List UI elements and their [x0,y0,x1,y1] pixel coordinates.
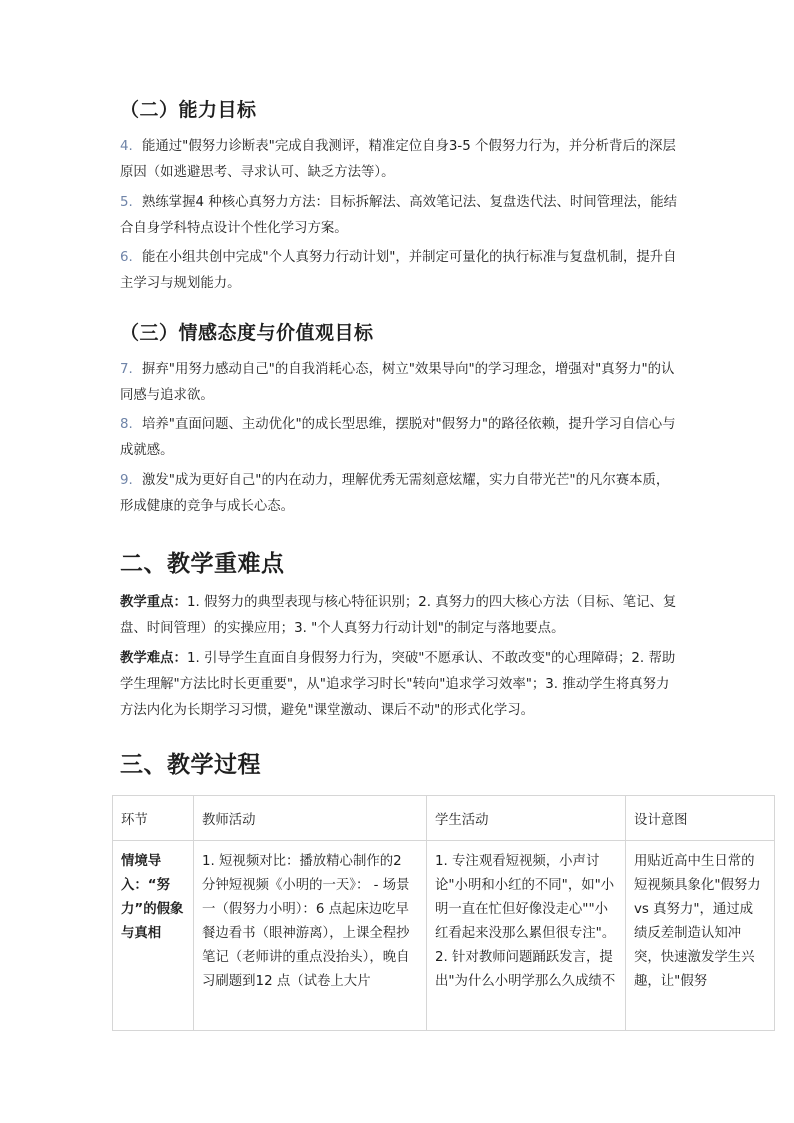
item-text: 能通过"假努力诊断表"完成自我测评，精准定位自身3-5 个假努力行为，并分析背后的深层原因（如逃避思考、寻求认可、缺乏方法等）。 [120,139,676,180]
item-number: 9. [120,473,133,488]
cell-stage [113,841,194,1031]
item-number: 8. [120,417,133,432]
teaching-difficulty [120,646,680,724]
list-item-7 [120,357,680,409]
item-number: 6. [120,250,133,265]
difficulty-text: 1. 引导学生直面自身假努力行为，突破"不愿承认、不敢改变"的心理障碍；2. 帮助学生理解"方法比时长更重要"，从"追求学习时长"转向"追求学习效率"；3. 推动学生将真努力方法内化为长期学习习惯，避免"课堂激动、课后不动"的形式化学习。 [120,651,676,718]
item-number: 4. [120,139,133,154]
list-item-8 [120,412,680,464]
item-text: 能在小组共创中完成"个人真努力行动计划"，并制定可量化的执行标准与复盘机制，提升自主学习与规划能力。 [120,250,677,291]
cell-student [427,841,626,1031]
list-item-9 [120,468,680,520]
list-item-4 [120,134,680,186]
header-stage: 环节 [113,796,194,841]
section-heading-ability: （二）能力目标 [120,99,257,121]
list-item-6 [120,245,680,297]
intent-text: 用贴近高中生日常的短视频具象化"假努力vs 真努力"，通过成绩反差制造认知冲突，快速激发学生兴趣，让"假努 [634,854,761,989]
process-table [112,795,775,1031]
student-text: 1. 专注观看短视频，小声讨论"小明和小红的不同"，如"小明一直在忙但好像没走心""小红看起来没那么累但很专注"。2. 针对教师问题踊跃发言，提出"为什么小明学那么久成绩不 [435,854,616,989]
header-student: 学生活动 [427,796,626,841]
difficulty-label: 教学难点： [120,651,187,666]
list-item-5 [120,190,680,242]
section-heading-emotion: （三）情感态度与价值观目标 [120,322,374,344]
item-number: 7. [120,362,133,377]
focus-label: 教学重点： [120,595,187,610]
teacher-text: 1. 短视频对比：播放精心制作的2 分钟短视频《小明的一天》： - 场景一（假努力小明）：6 点起床边吃早餐边看书（眼神游离），上课全程抄笔记（老师讲的重点没抬头），晚自习刷题到12 点（试卷上大片 [202,854,410,989]
focus-text: 1. 假努力的典型表现与核心特征识别；2. 真努力的四大核心方法（目标、笔记、复盘、时间管理）的实操应用；3. "个人真努力行动计划"的制定与落地要点。 [120,595,677,636]
item-text: 激发"成为更好自己"的内在动力，理解优秀无需刻意炫耀，实力自带光芒"的凡尔赛本质，形成健康的竞争与成长心态。 [120,473,670,514]
section-heading-keypoints: 二、教学重难点 [120,551,285,577]
table-row [113,841,775,1031]
item-number: 5. [120,195,133,210]
item-text: 培养"直面问题、主动优化"的成长型思维，摆脱对"假努力"的路径依赖，提升学习自信心与成就感。 [120,417,676,458]
table-header-row [113,796,775,841]
header-intent: 设计意图 [626,796,775,841]
teaching-focus [120,590,680,642]
item-text: 熟练掌握4 种核心真努力方法：目标拆解法、高效笔记法、复盘迭代法、时间管理法，能结合自身学科特点设计个性化学习方案。 [120,195,678,236]
item-text: 摒弃"用努力感动自己"的自我消耗心态，树立"效果导向"的学习理念，增强对"真努力"的认同感与追求欲。 [120,362,675,403]
cell-intent [626,841,775,1031]
section-heading-process: 三、教学过程 [120,752,261,778]
header-teacher: 教师活动 [194,796,427,841]
stage-text: 情境导入：“努力”的假象与真相 [121,854,184,941]
cell-teacher [194,841,427,1031]
